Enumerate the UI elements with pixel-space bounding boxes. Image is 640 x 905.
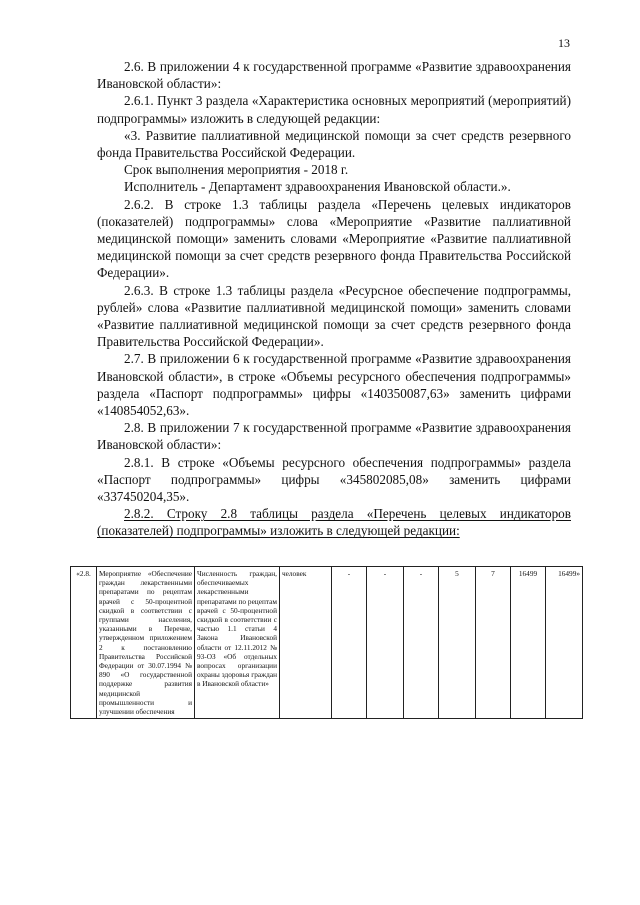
value-cell-3: - <box>404 567 439 719</box>
paragraph-2-6-2: 2.6.2. В строке 1.3 таблицы раздела «Перечень целевых индикаторов (показателей) подпрограммы» слова «Мероприятие «Развитие паллиативной медицинской помощи» заменить словами «Мероприятие «Развитие паллиативной медицинской помощи за счет средств резервного фонда Правительства Российской Федерации». <box>97 196 571 281</box>
value-cell-5: 7 <box>476 567 511 719</box>
paragraph-2-8-2: 2.8.2. Строку 2.8 таблицы раздела «Перечень целевых индикаторов (показателей) подпрограммы» изложить в следующей редакции: <box>97 506 571 539</box>
paragraph-2-8-1: 2.8.1. В строке «Объемы ресурсного обеспечения подпрограммы» раздела «Паспорт подпрограммы» цифры «345802085,08» заменить цифрами «337450204,35». <box>97 454 571 505</box>
page-number: 13 <box>558 36 570 50</box>
table-row <box>71 567 583 719</box>
indicator-table <box>70 566 583 719</box>
unit-cell: человек <box>280 567 332 719</box>
paragraph-2-8: 2.8. В приложении 7 к государственной программе «Развитие здравоохранения Ивановской области»: <box>97 420 571 453</box>
paragraph-item-3: «3. Развитие паллиативной медицинской помощи за счет средств резервного фонда Правительства Российской Федерации. <box>97 127 571 161</box>
document-body <box>97 58 571 540</box>
paragraph-2-6: 2.6. В приложении 4 к государственной программе «Развитие здравоохранения Ивановской области»: <box>97 59 571 92</box>
paragraph-deadline: Срок выполнения мероприятия - 2018 г. <box>124 162 349 178</box>
paragraph-executor: Исполнитель - Департамент здравоохранения Ивановской области.». <box>124 179 511 195</box>
value-cell-6: 16499 <box>511 567 546 719</box>
value-cell-2: - <box>367 567 404 719</box>
value-cell-7: 16499» <box>546 567 583 719</box>
measure-cell: Мероприятие «Обеспечение граждан лекарственными препаратами по рецептам врачей с 50-процентной скидкой в соответствии с группами населения, указанными в Перечне, утвержденном приложением 2 к постановлению Правительства Российской Федерации от 30.07.1994 № 890 «О государственной поддержке развития медицинской промышленности и улучшении обеспечения <box>97 567 195 719</box>
indicator-cell: Численность граждан, обеспечиваемых лекарственными препаратами по рецептам врачей с 50-процентной скидкой в соответствии с частью 1.1 статьи 4 Закона Ивановской области от 12.11.2012 № 93-ОЗ «Об отдельных вопросах организации охраны здоровья граждан в Ивановской области» <box>195 567 280 719</box>
paragraph-2-7: 2.7. В приложении 6 к государственной программе «Развитие здравоохранения Ивановской области», в строке «Объемы ресурсного обеспечения подпрограммы» раздела «Паспорт подпрограммы» цифры «140350087,63» заменить цифрами «140854052,63». <box>97 351 571 419</box>
row-number-cell: «2.8. <box>71 567 97 719</box>
paragraph-2-6-1: 2.6.1. Пункт 3 раздела «Характеристика основных мероприятий (мероприятий) подпрограммы» изложить в следующей редакции: <box>97 93 571 126</box>
value-cell-4: 5 <box>439 567 476 719</box>
value-cell-1: - <box>332 567 367 719</box>
indicator-table-wrap <box>70 566 582 719</box>
paragraph-2-6-3: 2.6.3. В строке 1.3 таблицы раздела «Ресурсное обеспечение подпрограммы, рублей» слова «Развитие паллиативной медицинской помощи» заменить словами «Развитие паллиативной медицинской помощи за счет средств резервного фонда Правительства Российской Федерации». <box>97 282 571 350</box>
